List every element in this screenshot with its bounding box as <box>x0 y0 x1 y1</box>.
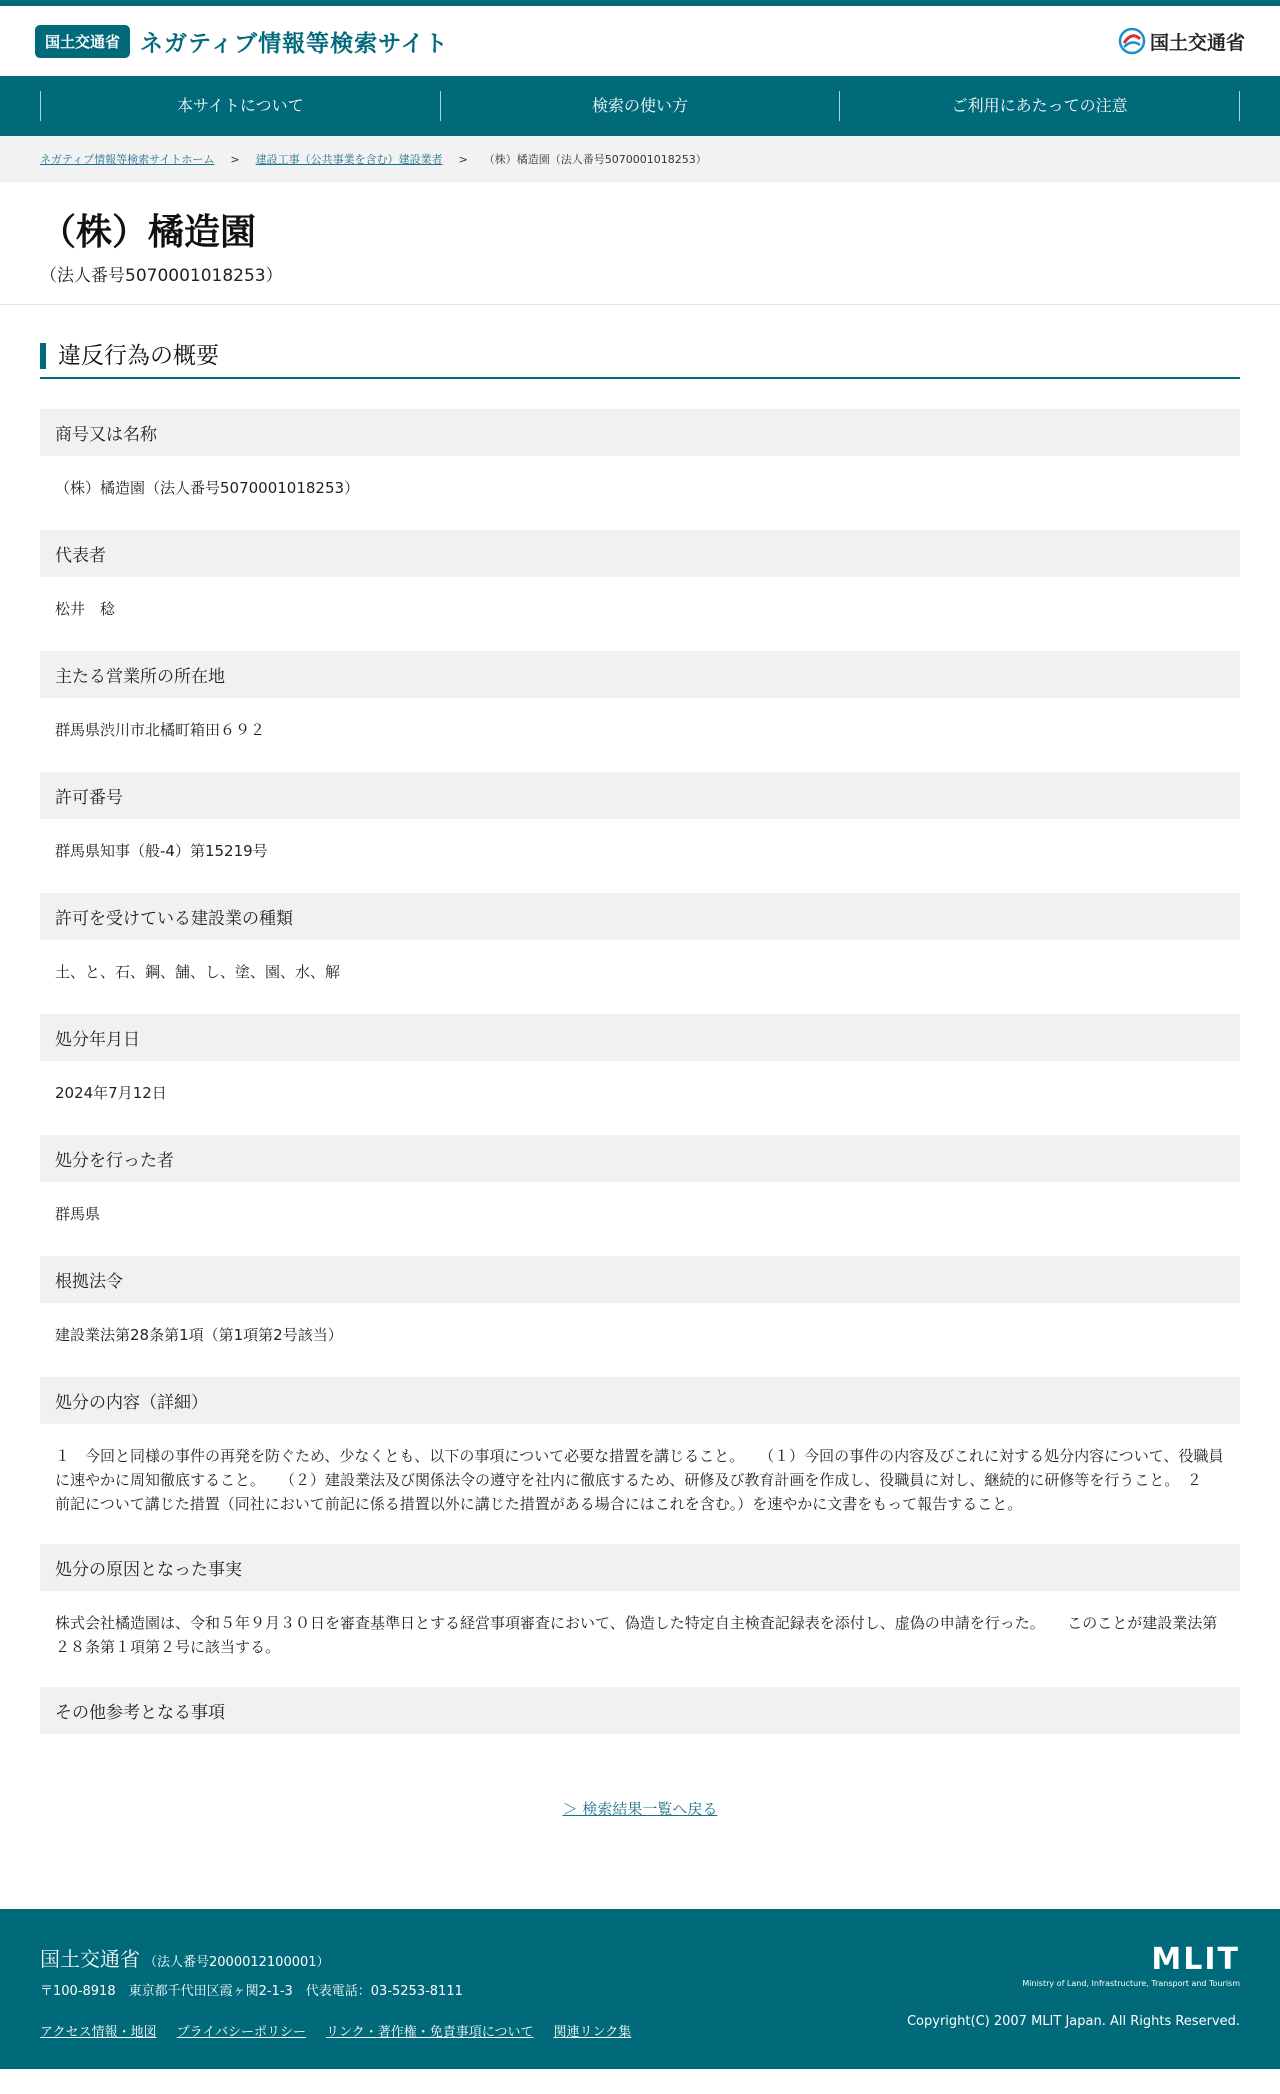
field-value: 建設業法第28条第1項（第1項第2号該当） <box>55 1326 343 1344</box>
field-value: 松井 稔 <box>55 600 116 618</box>
nav-how-to-search[interactable]: 検索の使い方 <box>440 91 840 121</box>
corporate-number: （法人番号5070001018253） <box>40 266 283 286</box>
field-disposition-details <box>40 1377 1240 1524</box>
back-to-results-link[interactable]: ＞ 検索結果一覧へ戻る <box>562 1800 718 1818</box>
site-footer <box>0 1909 1280 2069</box>
nav-about[interactable]: 本サイトについて <box>40 91 440 121</box>
site-title: ネガティブ情報等検索サイト <box>140 30 449 57</box>
field-representative <box>40 530 1240 631</box>
breadcrumb-category[interactable]: 建設工事（公共事業を含む）建設業者 <box>255 153 443 166</box>
footer-org-name: 国土交通省 <box>40 1947 140 1971</box>
mlit-wordmark: MLIT <box>1151 1942 1240 1977</box>
section-heading <box>40 343 1240 379</box>
field-value: 2024年7月12日 <box>55 1084 167 1102</box>
footer-org-number: （法人番号2000012100001） <box>144 1955 330 1970</box>
footer-link-privacy[interactable]: プライバシーポリシー <box>176 2025 306 2040</box>
field-disposing-authority <box>40 1135 1240 1236</box>
footer-link-related[interactable]: 関連リンク集 <box>553 2025 632 2040</box>
field-label: 許可を受けている建設業の種類 <box>40 893 1240 940</box>
field-office-address <box>40 651 1240 752</box>
field-label: 処分の内容（詳細） <box>40 1377 1240 1424</box>
breadcrumb-separator: > <box>230 152 240 166</box>
breadcrumb <box>0 136 1280 182</box>
field-trade-name <box>40 409 1240 510</box>
field-disposition-date <box>40 1014 1240 1115</box>
footer-mlit-logo <box>1022 1942 1240 1988</box>
field-value: 群馬県知事（般-4）第15219号 <box>55 842 268 860</box>
site-brand[interactable] <box>35 25 449 58</box>
main-content <box>0 305 1280 1869</box>
ministry-logo[interactable] <box>1118 27 1245 55</box>
section-heading-text: 違反行為の概要 <box>40 343 1240 369</box>
back-link-wrap <box>40 1798 1240 1819</box>
field-cause-facts <box>40 1544 1240 1667</box>
field-license-number <box>40 772 1240 873</box>
field-value: １ 今回と同様の事件の再発を防ぐため、少なくとも、以下の事項について必要な措置を講じること。 （１）今回の事件の内容及びこれに対する処分内容について、役職員に速やかに周知徹底すること。 （２）建設業法及び関係法令の遵守を社内に徹底するため、研修及び教育計画を作成し、役職員に対し、継続的に研修等を行うこと。 ２ 前記について講じた措置（同社において前記に係る措置以外に講じた措置がある場合にはこれを含む。）を速やかに文書をもって報告すること。 <box>55 1447 1224 1513</box>
field-label: 主たる営業所の所在地 <box>40 651 1240 698</box>
field-legal-basis <box>40 1256 1240 1357</box>
footer-link-access[interactable]: アクセス情報・地図 <box>40 2025 157 2040</box>
field-label: 許可番号 <box>40 772 1240 819</box>
ministry-name: 国土交通省 <box>1149 31 1245 54</box>
breadcrumb-current: （株）橘造園（法人番号5070001018253） <box>483 153 707 166</box>
breadcrumb-home[interactable]: ネガティブ情報等検索サイトホーム <box>40 153 215 166</box>
global-nav <box>0 76 1280 136</box>
field-value: 群馬県 <box>55 1205 101 1223</box>
field-label: 商号又は名称 <box>40 409 1240 456</box>
site-header <box>0 6 1280 76</box>
mlit-subtitle: Ministry of Land, Infrastructure, Transport and Tourism <box>1022 1979 1240 1988</box>
field-other-notes <box>40 1687 1240 1734</box>
field-label: 処分の原因となった事実 <box>40 1544 1240 1591</box>
field-value: 株式会社橘造園は、令和５年９月３０日を審査基準日とする経営事項審査において、偽造した特定自主検査記録表を添付し、虚偽の申請を行った。 このことが建設業法第２８条第１項第２号に該当する。 <box>55 1614 1218 1656</box>
field-value: （株）橘造園（法人番号5070001018253） <box>55 479 360 497</box>
page-title: （株）橘造園 <box>40 212 257 253</box>
field-label: その他参考となる事項 <box>40 1687 1240 1734</box>
footer-link-copyright[interactable]: リンク・著作権・免責事項について <box>325 2025 534 2040</box>
ministry-badge: 国土交通省 <box>35 25 130 58</box>
copyright: Copyright(C) 2007 MLIT Japan. All Rights Reserved. <box>906 2014 1240 2029</box>
nav-notes[interactable]: ご利用にあたっての注意 <box>839 91 1240 121</box>
field-value: 群馬県渋川市北橘町箱田６９２ <box>55 721 266 739</box>
mlit-logo-icon <box>1118 27 1146 55</box>
field-business-types <box>40 893 1240 994</box>
field-value: 土、と、石、鋼、舗、し、塗、園、水、解 <box>55 963 341 981</box>
field-label: 処分年月日 <box>40 1014 1240 1061</box>
violation-details <box>40 409 1240 1734</box>
breadcrumb-separator: > <box>458 152 468 166</box>
field-label: 代表者 <box>40 530 1240 577</box>
page-title-block <box>0 182 1280 305</box>
field-label: 処分を行った者 <box>40 1135 1240 1182</box>
footer-address: 〒100-8918 東京都千代田区霞ヶ関2-1-3 代表電話：03-5253-8111 <box>40 1984 463 1999</box>
field-label: 根拠法令 <box>40 1256 1240 1303</box>
